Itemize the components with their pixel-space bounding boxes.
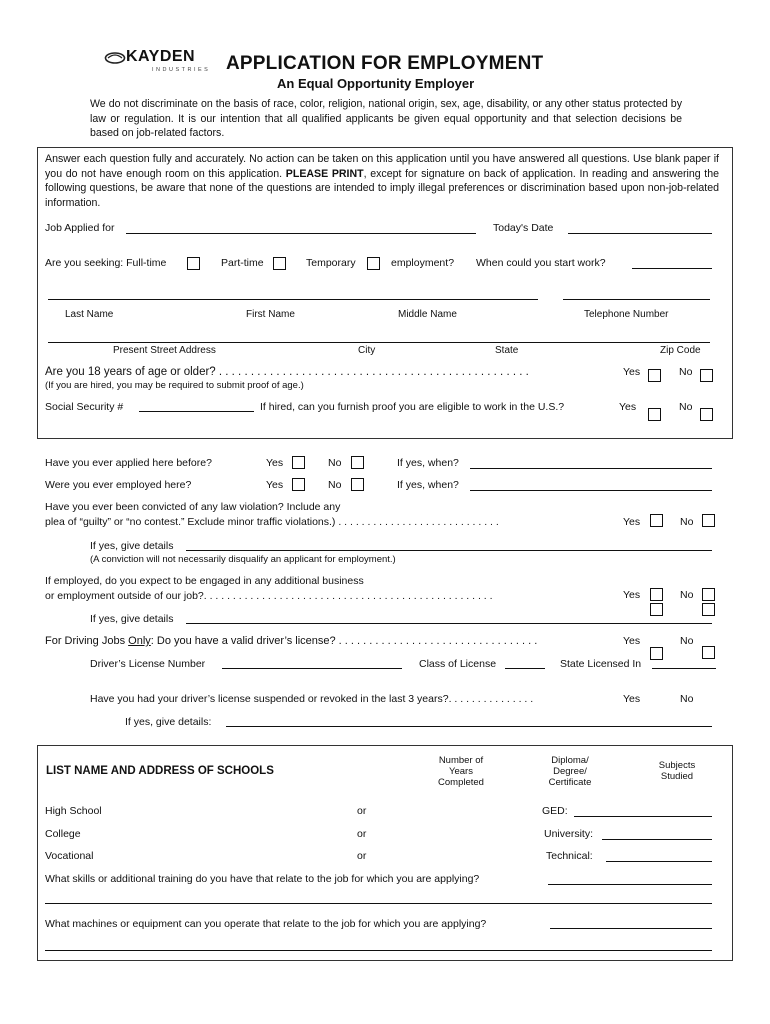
logo-text: KAYDEN: [126, 48, 196, 65]
university-label: University:: [544, 828, 594, 840]
license-class-input[interactable]: [505, 668, 545, 669]
driving-no-checkbox[interactable]: [702, 646, 715, 659]
driving-yes-checkbox[interactable]: [650, 647, 663, 660]
first-name-label: First Name: [246, 309, 295, 320]
ssn-input[interactable]: [139, 411, 254, 412]
ssn-label: Social Security #: [45, 401, 124, 413]
employed-no-checkbox[interactable]: [351, 478, 364, 491]
start-work-input[interactable]: [632, 268, 712, 269]
age-yes-checkbox[interactable]: [648, 369, 661, 382]
suspended-no-label: No: [680, 693, 694, 705]
employed-yes-checkbox[interactable]: [292, 478, 305, 491]
age-yes-label: Yes: [623, 366, 641, 378]
employed-before-label: Were you ever employed here?: [45, 479, 192, 491]
applied-no-checkbox[interactable]: [351, 456, 364, 469]
driving-no-label: No: [680, 635, 694, 647]
driving-yes-label: Yes: [623, 635, 641, 647]
policy-statement: We do not discriminate on the basis of race, color, religion, national origin, sex, age, disability, or any other status protected by law or regulation. It is our intention that all qualified applicants be given equal opportunity and that selection decisions be based on job-related factors.: [90, 98, 682, 139]
instructions-emphasis: PLEASE PRINT: [285, 167, 364, 180]
age-no-checkbox[interactable]: [700, 369, 713, 382]
license-number-label: Driver’s License Number: [90, 658, 206, 670]
part-time-label: Part-time: [221, 257, 264, 269]
business-details-label: If yes, give details: [90, 613, 174, 625]
proof-no-checkbox[interactable]: [700, 408, 713, 421]
driving-question: [45, 635, 537, 647]
driving-text-2: : Do you have a valid driver’s license? . . . . . . . . . . . . . . . . . . . . . . . . . . . . . . . . .: [150, 635, 538, 647]
high-school-label: High School: [45, 805, 102, 817]
business-question-1: If employed, do you expect to be engaged in any additional business: [45, 575, 364, 587]
machines-input-1[interactable]: [550, 928, 712, 929]
todays-date-label: Today's Date: [493, 222, 554, 234]
employed-no-label: No: [328, 479, 342, 491]
driving-text-1: For Driving Jobs: [45, 635, 129, 647]
vocational-or: or: [357, 850, 367, 862]
college-or: or: [357, 828, 367, 840]
university-input[interactable]: [602, 839, 712, 840]
temporary-checkbox[interactable]: [367, 257, 380, 270]
skills-question: What skills or additional training do you have that relate to the job for which you are applying?: [45, 873, 480, 885]
skills-input-2[interactable]: [45, 903, 712, 904]
convicted-no-checkbox[interactable]: [702, 514, 715, 527]
state-licensed-input[interactable]: [652, 668, 716, 669]
col-diploma-header: Diploma/ Degree/ Certificate: [548, 755, 592, 788]
license-class-label: Class of License: [419, 658, 497, 670]
instructions-text-1: Answer each question fully and accurately. No action can be taken on this application until you have answered all questions. Use blank paper if you do not have enough room on this application.: [45, 153, 719, 180]
applied-when-label: If yes, when?: [397, 457, 459, 469]
extra-checkbox-2[interactable]: [702, 603, 715, 616]
employed-when-input[interactable]: [470, 490, 712, 491]
instructions: [45, 152, 719, 210]
full-time-checkbox[interactable]: [187, 257, 200, 270]
middle-name-label: Middle Name: [398, 309, 457, 320]
telephone-label: Telephone Number: [584, 309, 669, 320]
convicted-no-label: No: [680, 516, 694, 528]
state-licensed-label: State Licensed In: [560, 658, 642, 670]
convicted-question-2: plea of “guilty” or “no contest.” Exclude minor traffic violations.) . . . . . . . . . . . . . . . . . . . . . . . . . . . .: [45, 516, 499, 528]
convicted-yes-checkbox[interactable]: [650, 514, 663, 527]
todays-date-input[interactable]: [568, 233, 712, 234]
convicted-yes-label: Yes: [623, 516, 641, 528]
applied-yes-checkbox[interactable]: [292, 456, 305, 469]
col-subjects-header: Subjects Studied: [658, 760, 696, 782]
applied-before-label: Have you ever applied here before?: [45, 457, 212, 469]
page-subtitle: An Equal Opportunity Employer: [277, 76, 475, 91]
temporary-label: Temporary: [306, 257, 356, 269]
business-yes-label: Yes: [623, 589, 641, 601]
college-label: College: [45, 828, 81, 840]
proof-yes-checkbox[interactable]: [648, 408, 661, 421]
business-yes-checkbox[interactable]: [650, 588, 663, 601]
street-label: Present Street Address: [113, 345, 216, 356]
state-label: State: [495, 345, 519, 356]
suspended-details-label: If yes, give details:: [125, 716, 212, 728]
age-note: (If you are hired, you may be required to submit proof of age.): [45, 380, 304, 391]
employment-label: employment?: [391, 257, 455, 269]
convicted-question-1: Have you ever been convicted of any law violation? Include any: [45, 501, 341, 513]
start-work-label: When could you start work?: [476, 257, 606, 269]
page-title: APPLICATION FOR EMPLOYMENT: [226, 53, 544, 74]
ged-label: GED:: [542, 805, 568, 817]
logo-swirl-icon: [104, 51, 126, 65]
proof-no-label: No: [679, 401, 693, 413]
employed-yes-label: Yes: [266, 479, 284, 491]
telephone-input[interactable]: [563, 299, 710, 300]
part-time-checkbox[interactable]: [273, 257, 286, 270]
logo-subtext: INDUSTRIES: [152, 67, 211, 73]
ged-input[interactable]: [574, 816, 712, 817]
job-applied-input[interactable]: [126, 233, 476, 234]
suspended-yes-label: Yes: [623, 693, 641, 705]
business-details-input[interactable]: [186, 623, 712, 624]
proof-yes-label: Yes: [619, 401, 637, 413]
job-applied-label: Job Applied for: [45, 222, 115, 234]
machines-input-2[interactable]: [45, 950, 712, 951]
instructions-text-2: , except for signature on back of application. In reading and answering the following questions, be aware that none of the questions are intended to imply illegal preferences or discrimination based upon non-job-related information.: [45, 167, 720, 209]
license-number-input[interactable]: [222, 668, 402, 669]
schools-heading: LIST NAME AND ADDRESS OF SCHOOLS: [46, 765, 274, 777]
last-name-label: Last Name: [65, 309, 114, 320]
business-no-checkbox[interactable]: [702, 588, 715, 601]
business-question-2: or employment outside of our job?. . . . . . . . . . . . . . . . . . . . . . . . . . . . . . . . . . . . . . . . . . . . . . . . . .: [45, 590, 493, 602]
applied-when-input[interactable]: [470, 468, 712, 469]
vocational-label: Vocational: [45, 850, 94, 862]
high-school-or: or: [357, 805, 367, 817]
proof-question: If hired, can you furnish proof you are eligible to work in the U.S.?: [260, 401, 565, 413]
conviction-note: (A conviction will not necessarily disqualify an applicant for employment.): [90, 554, 396, 565]
conviction-details-label: If yes, give details: [90, 540, 174, 552]
applied-no-label: No: [328, 457, 342, 469]
age-question: Are you 18 years of age or older? . . . . . . . . . . . . . . . . . . . . . . . . . . . . . . . . . . . . . . . . . . . . . . . . .: [45, 366, 529, 378]
machines-question: What machines or equipment can you operate that relate to the job for which you are applying?: [45, 918, 487, 930]
address-input[interactable]: [48, 342, 710, 343]
zip-label: Zip Code: [660, 345, 701, 356]
conviction-details-input[interactable]: [186, 550, 712, 551]
city-label: City: [358, 345, 376, 356]
employed-when-label: If yes, when?: [397, 479, 459, 491]
skills-input-1[interactable]: [548, 884, 712, 885]
suspended-question: Have you had your driver’s license suspended or revoked in the last 3 years?. . . . . . . . . . . . . . .: [90, 693, 534, 705]
col-years-header: Number of Years Completed: [438, 755, 484, 788]
age-no-label: No: [679, 366, 693, 378]
business-no-label: No: [680, 589, 694, 601]
name-input[interactable]: [48, 299, 538, 300]
suspended-details-input[interactable]: [226, 726, 712, 727]
seeking-label: Are you seeking: Full-time: [45, 257, 167, 269]
applied-yes-label: Yes: [266, 457, 284, 469]
technical-label: Technical:: [546, 850, 593, 862]
technical-input[interactable]: [606, 861, 712, 862]
driving-only: Only: [128, 635, 151, 647]
extra-checkbox-1[interactable]: [650, 603, 663, 616]
